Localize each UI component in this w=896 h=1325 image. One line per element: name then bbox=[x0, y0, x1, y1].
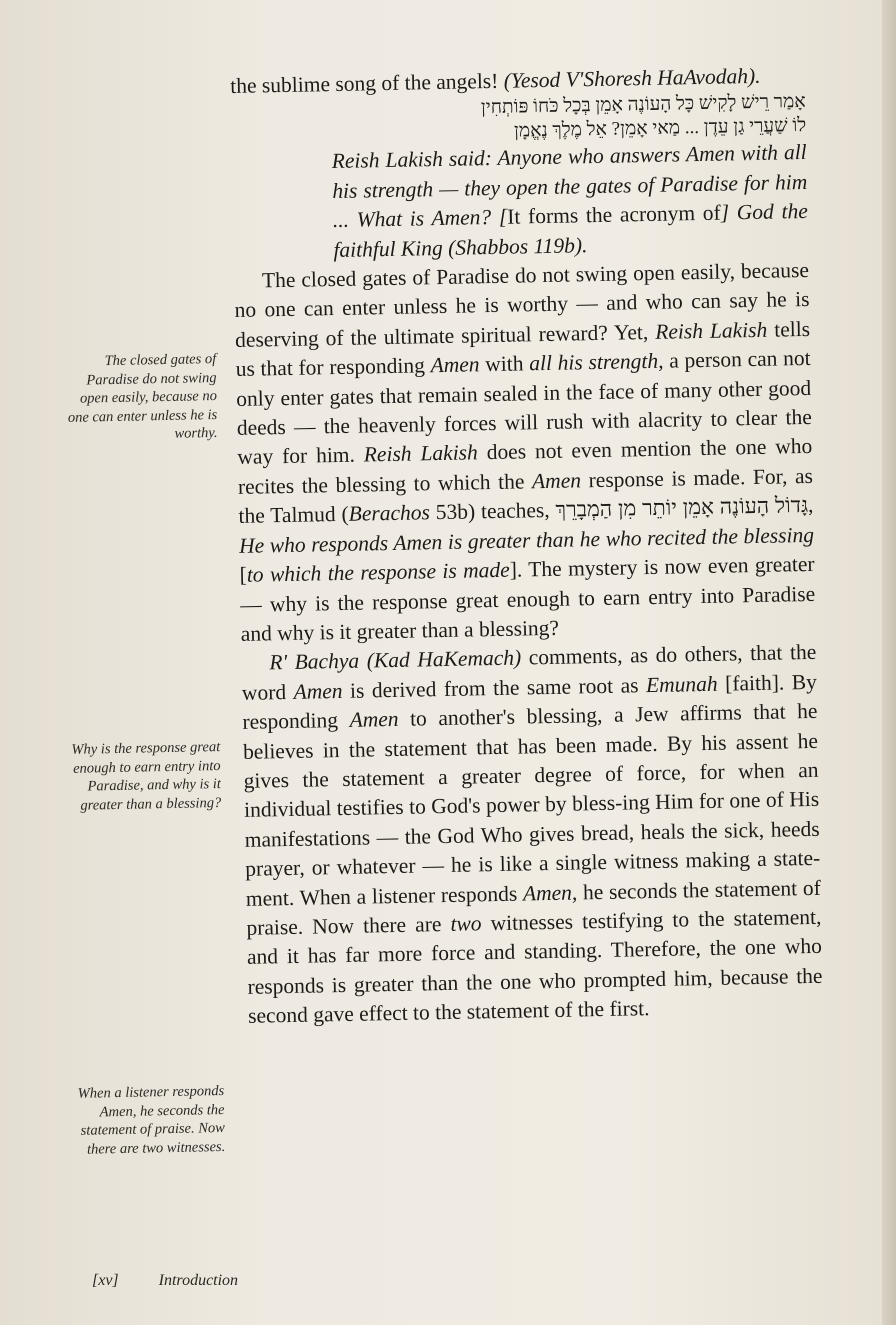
paragraph-emunah: R' Bachya (Kad HaKemach) comments, as do others, that the word Amen is derived from the same root as Emunah [faith]. By responding Amen to another's blessing, a Jew affirms that he believes in the statement that has been made. By his assent he gives the statement a greater degree of force, for when an individual testifies to God's power by bless-ing Him for one of His manifestations — the God Who gives bread, heals the sick, heeds prayer, or whatever — he is like a single witness making a state-ment. When a listener responds Amen, he seconds the statement of praise. Now there are two witnesses testifying to the statement, and it has far more force and standing. Therefore, the one who responds is greater than the one who prompted him, because the second gave effect to the statement of the first. bbox=[241, 640, 823, 1029]
sidenote-closed-gates: The closed gates of Paradise do not swing open easily, because no one can enter unless he is worthy. bbox=[67, 350, 218, 442]
hebrew-quote-line-1: אָמַר רֵישׁ לָקִישׁ כָּל הָעוֹנֶה אָמֵן בְּכָל כֹּחוֹ פּוֹתְחִין bbox=[480, 91, 806, 119]
sidenote-response-great: Why is the response great enough to earn entry into Paradise, and why is it greater than a blessing? bbox=[71, 738, 222, 814]
intro-citation: (Yesod V'Shoresh HaAvodah). bbox=[503, 63, 761, 93]
talmud-quote bbox=[231, 90, 809, 267]
sidenote-two-witnesses: When a listener responds Amen, he seconds the statement of praise. Now there are two witnesses. bbox=[77, 1082, 226, 1158]
paragraph-gates: The closed gates of Paradise do not swing open easily, because no one can enter unless he is worthy — and who can say he is deserving of the ultimate spiritual reward? Yet, Reish Lakish tells us that for responding Amen with all his strength, a person can not only enter gates that remain sealed in the face of many other good deeds — the heavenly forces will rush with alacrity to clear the way for him. Reish Lakish does not even mention the one who recites the blessing to which the Amen response is made. For, as the Talmud (Berachos 53b) teaches, גָּדוֹל הָעוֹנֶה אָמֵן יוֹתֵר מִן הַמְבָרֵךְ, He who responds Amen is greater than he who recited the blessing [to which the response is made]. The mystery is now even greater — why is the response great enough to earn entry into Paradise and why is it greater than a blessing? bbox=[234, 257, 816, 646]
main-text-column bbox=[230, 61, 823, 1031]
page-number: [xv] bbox=[92, 1272, 119, 1289]
page-edge bbox=[882, 0, 896, 1325]
intro-line: the sublime song of the angels! bbox=[230, 68, 499, 98]
quote-translation: Reish Lakish said: Anyone who answers Amen with all his strength — they open the gates of Paradise for him ... What is Amen? [It forms the acronym of] God the faithful King (Shabbos 119b). bbox=[331, 140, 809, 262]
section-title: Introduction bbox=[158, 1272, 239, 1289]
page-footer bbox=[92, 1272, 238, 1290]
hebrew-phrase: גָּדוֹל הָעוֹנֶה אָמֵן יוֹתֵר מִן הַמְבָרֵךְ bbox=[555, 493, 809, 523]
hebrew-quote-line-2: לוֹ שַׁעֲרֵי גַן עֵדֶן ... מַאי אָמֵן? אֵל מֶלֶךְ נֶאֱמָן bbox=[513, 115, 807, 142]
